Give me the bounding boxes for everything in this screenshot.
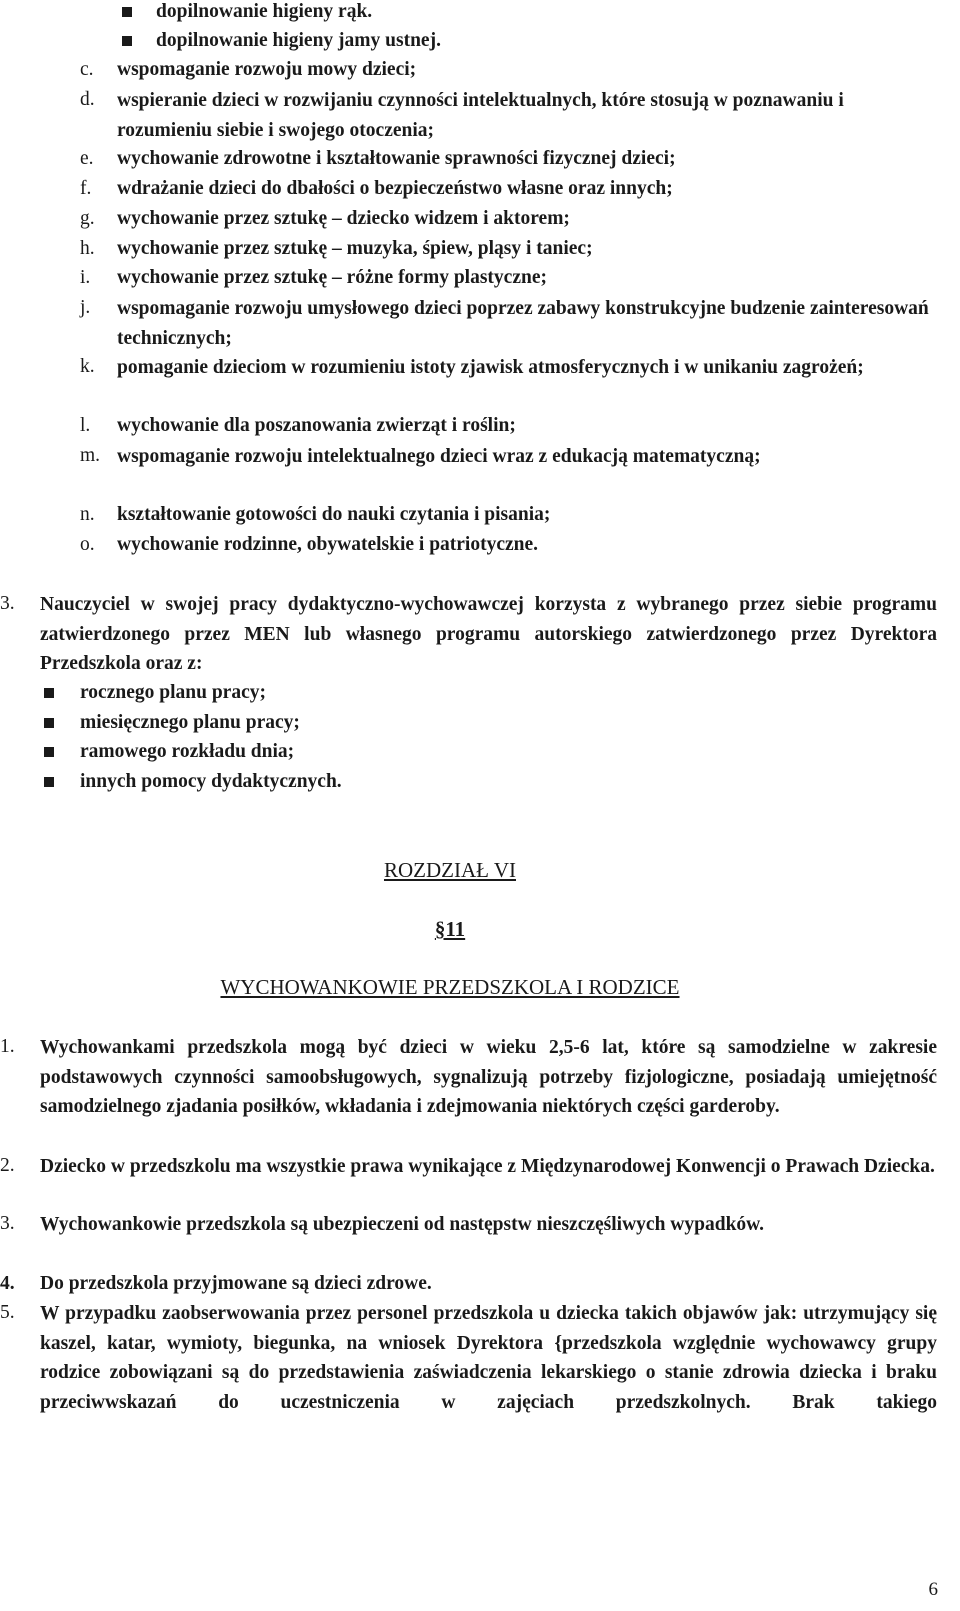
chapter-subtitle: WYCHOWANKOWIE PRZEDSZKOLA I RODZICE: [220, 975, 680, 999]
square-bullet-icon: [44, 777, 54, 787]
item-text: wspomaganie rozwoju umysłowego dzieci poprzez zabawy konstrukcyjne budzenie zainteresowań technicznych;: [117, 298, 929, 349]
list-item-text: ramowego rozkładu dnia;: [80, 741, 295, 762]
list-item-text: dopilnowanie higieny rąk.: [156, 1, 373, 22]
item-label: 5.: [0, 1302, 15, 1323]
item-label: f.: [80, 178, 92, 199]
list-item-text: rocznego planu pracy;: [80, 682, 266, 703]
item-label: c.: [80, 59, 94, 80]
item-text: wspomaganie rozwoju intelektualnego dzieci wraz z edukacją matematyczną;: [117, 446, 761, 467]
item-text: Dziecko w przedszkolu ma wszystkie prawa wynikające z Międzynarodowej Konwencji o Prawach Dziecka.: [40, 1156, 935, 1177]
square-bullet-icon: [44, 747, 54, 757]
list-item-text: innych pomocy dydaktycznych.: [80, 771, 342, 792]
item-text: kształtowanie gotowości do nauki czytania i pisania;: [117, 504, 551, 525]
item-label: h.: [80, 238, 95, 259]
item-text: wspieranie dzieci w rozwijaniu czynności intelektualnych, które stosują w poznawaniu i rozumieniu siebie i swojego otoczenia;: [117, 90, 844, 141]
item-label: k.: [80, 356, 95, 377]
item-text: Wychowankami przedszkola mogą być dzieci w wieku 2,5-6 lat, które są samodzielne w zakresie podstawowych czynności samoobsługowych, sygnalizują potrzeby fizjologiczne, posiadają umiejętność samodzielnego zjadania posiłków, wkładania i zdejmowania niektórych części garderoby.: [40, 1037, 937, 1117]
item-label: g.: [80, 208, 95, 229]
item-text: Do przedszkola przyjmowane są dzieci zdrowe.: [40, 1273, 432, 1294]
item-text: wspomaganie rozwoju mowy dzieci;: [117, 59, 417, 80]
item-label: 2.: [0, 1155, 15, 1176]
item-text: wychowanie przez sztukę – dziecko widzem i aktorem;: [117, 208, 570, 229]
item-label: j.: [80, 297, 91, 318]
item-text: pomaganie dzieciom w rozumieniu istoty zjawisk atmosferycznych i w unikaniu zagrożeń;: [117, 357, 864, 378]
item-label: 1.: [0, 1036, 15, 1057]
item-label: 4.: [0, 1273, 15, 1294]
item-label: m.: [80, 445, 101, 466]
item-text: wychowanie rodzinne, obywatelskie i patriotyczne.: [117, 534, 539, 555]
item-label: l.: [80, 415, 91, 436]
item-text: wdrażanie dzieci do dbałości o bezpieczeństwo własne oraz innych;: [117, 178, 673, 199]
item-text: wychowanie zdrowotne i kształtowanie sprawności fizycznej dzieci;: [117, 148, 676, 169]
list-item-text: dopilnowanie higieny jamy ustnej.: [156, 30, 441, 51]
item-label: 3.: [0, 1213, 15, 1234]
list-item-text: miesięcznego planu pracy;: [80, 712, 300, 733]
item-text: wychowanie przez sztukę – różne formy plastyczne;: [117, 267, 547, 288]
page-number: 6: [928, 1579, 938, 1600]
paragraph-label: 3.: [0, 593, 15, 614]
paragraph-text: Nauczyciel w swojej pracy dydaktyczno-wychowawczej korzysta z wybranego przez siebie programu zatwierdzonego przez MEN lub własnego programu autorskiego zatwierdzonego przez Dyrektora Przedszkola oraz z:: [40, 594, 937, 674]
square-bullet-icon: [44, 718, 54, 728]
section-number: §11: [434, 917, 466, 941]
item-text: wychowanie dla poszanowania zwierząt i roślin;: [117, 415, 516, 436]
item-label: o.: [80, 534, 95, 555]
chapter-title: ROZDZIAŁ VI: [383, 858, 516, 882]
item-text: Wychowankowie przedszkola są ubezpieczeni od następstw nieszczęśliwych wypadków.: [40, 1214, 765, 1235]
square-bullet-icon: [122, 36, 132, 46]
item-label: n.: [80, 504, 95, 525]
item-label: e.: [80, 148, 94, 169]
item-label: d.: [80, 89, 95, 110]
item-text: W przypadku zaobserwowania przez personel przedszkola u dziecka takich objawów jak: utrzymujący się kaszel, katar, wymioty, biegunka, na wniosek Dyrektora {przedszkola względnie wychowawcy grupy rodzice zobowiązani są do przedstawienia zaświadczenia lekarskiego o stanie zdrowia dziecka i braku przeciwwskazań do uczestniczenia w zajęciach przedszkolnych. Brak takiego: [40, 1303, 937, 1413]
square-bullet-icon: [44, 688, 54, 698]
item-text: wychowanie przez sztukę – muzyka, śpiew, pląsy i taniec;: [117, 238, 593, 259]
item-label: i.: [80, 267, 91, 288]
square-bullet-icon: [122, 7, 132, 17]
